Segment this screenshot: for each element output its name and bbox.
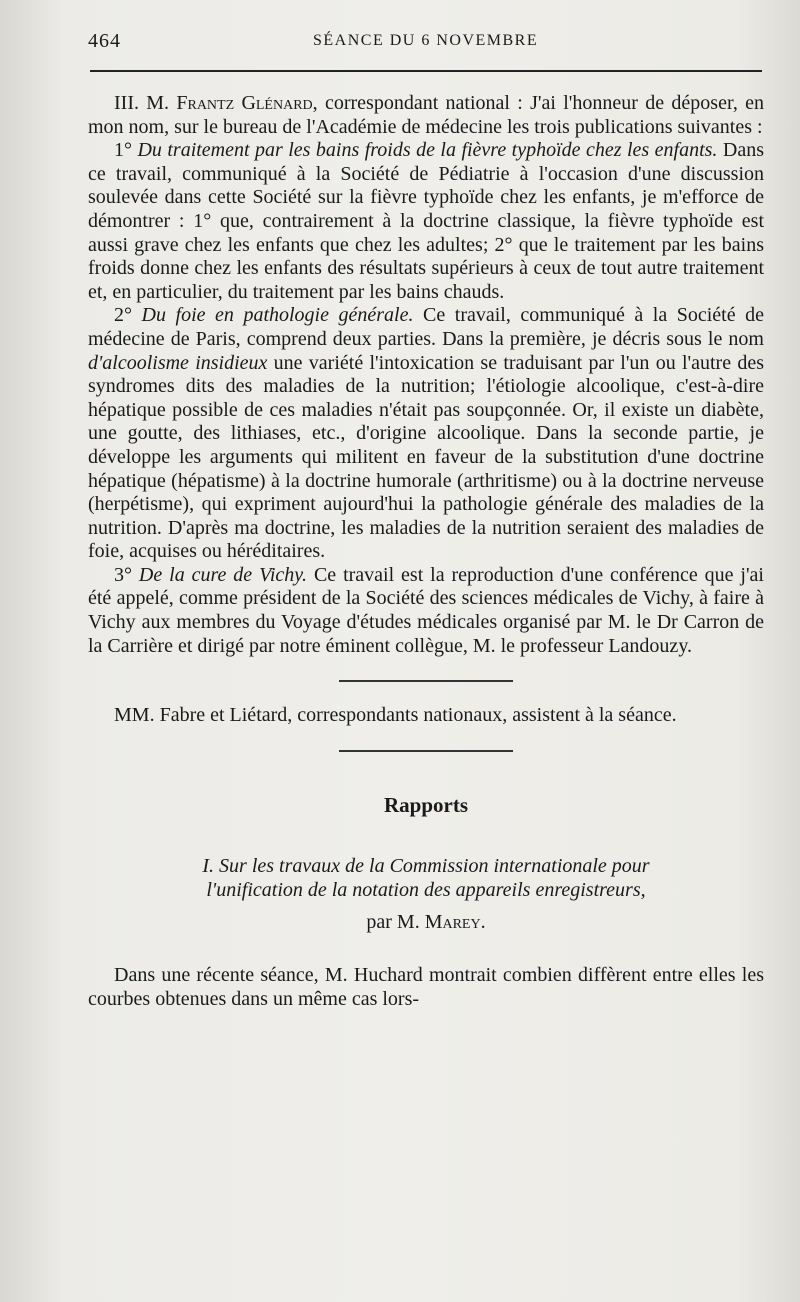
- separator-rule-2: [339, 750, 513, 752]
- report-first-paragraph: Dans une récente séance, M. Huchard montrait combien diffèrent entre elles les courbes obtenues dans un même cas lors-: [88, 964, 764, 1010]
- page-body: [88, 92, 764, 1011]
- attendance-paragraph: MM. Fabre et Liétard, correspondants nationaux, assistent à la séance.: [114, 704, 677, 727]
- pub1-text: Dans ce travail, communiqué à la Société de Pédiatrie à l'occasion d'une discussion soulevée dans cette Société sur la fièvre typhoïde chez les enfants, je m'efforce de démontrer : 1° que, contrairement à la doctrine classique, la fièvre typhoïde est aussi grave chez les enfants que chez les adultes; 2° que le traitement par les bains froids donne chez les enfants des résultats supérieurs à ceux de tout autre traitement et, en particulier, du traitement par les bains chauds.: [88, 139, 764, 303]
- pub2-number: 2°: [114, 304, 142, 327]
- intro-paragraph: [88, 92, 764, 139]
- pub1-title: Du traitement par les bains froids de la fièvre typhoïde chez les enfants.: [137, 139, 718, 162]
- pub3-number: 3°: [114, 563, 139, 586]
- report-title-line-1: I. Sur les travaux de la Commission internationale pour: [202, 855, 650, 878]
- report-author-suffix: .: [480, 910, 486, 933]
- publication-2: [88, 304, 764, 564]
- intro-text: , correspondant national : J'ai l'honneur de déposer, en mon nom, sur le bureau de l'Académie de médecine les trois publications suivantes :: [88, 92, 764, 138]
- page-header: [88, 30, 760, 52]
- report-title-line-2: l'unification de la notation des appareils enregistreurs,: [206, 879, 646, 902]
- pub2-text-a: Ce travail, communiqué à la Société de médecine de Paris, comprend deux parties. Dans la première, je décris sous le nom: [88, 304, 765, 350]
- pub2-title: Du foie en pathologie générale.: [141, 304, 414, 327]
- author-name-glenard: Frantz Glénard: [176, 92, 313, 114]
- pub3-title: De la cure de Vichy.: [138, 563, 308, 586]
- running-head: SÉANCE DU 6 NOVEMBRE: [313, 32, 539, 49]
- pub3-text: Ce travail est la reproduction d'une conférence que j'ai été appelé, comme président de la Société des sciences médicales de Vichy, à faire à Vichy aux membres du Voyage d'études médicales organisé par M. le Dr Carron de la Carrière et dirigé par notre éminent collègue, M. le professeur Landouzy.: [88, 563, 764, 657]
- report-author: [88, 911, 764, 935]
- pub2-text-b: une variété l'intoxication se traduisant par l'un ou l'autre des syndromes dits des maladies de la nutrition; l'étiologie alcoolique, c'est-à-dire hépatique possible de ces maladies n'était pas soupçonnée. Or, il existe un diabète, une goutte, des lithiases, etc., d'origine alcoolique. Dans la seconde partie, je développe les arguments qui militent en faveur de la substitution d'une doctrine hépatique (hépatisme) à la doctrine humorale (arthritisme) ou à la doctrine nerveuse (herpétisme), qui expriment aujourd'hui la pathologie générale des maladies de la nutrition. D'après ma doctrine, les maladies de la nutrition seraient des maladies de foie, acquises ou héréditaires.: [88, 351, 764, 563]
- pub1-number: 1°: [114, 139, 138, 162]
- pub2-term: d'alcoolisme insidieux: [88, 351, 268, 374]
- report-author-name: Marey: [424, 910, 481, 933]
- header-rule: [90, 70, 762, 72]
- intro-lead: III. M.: [114, 92, 177, 114]
- publication-3: [88, 564, 764, 658]
- separator-rule-1: [339, 680, 513, 682]
- page-number: 464: [88, 30, 121, 52]
- publication-1: [88, 139, 764, 304]
- section-title: Rapports: [383, 792, 468, 817]
- report-author-prefix: par M.: [366, 910, 425, 933]
